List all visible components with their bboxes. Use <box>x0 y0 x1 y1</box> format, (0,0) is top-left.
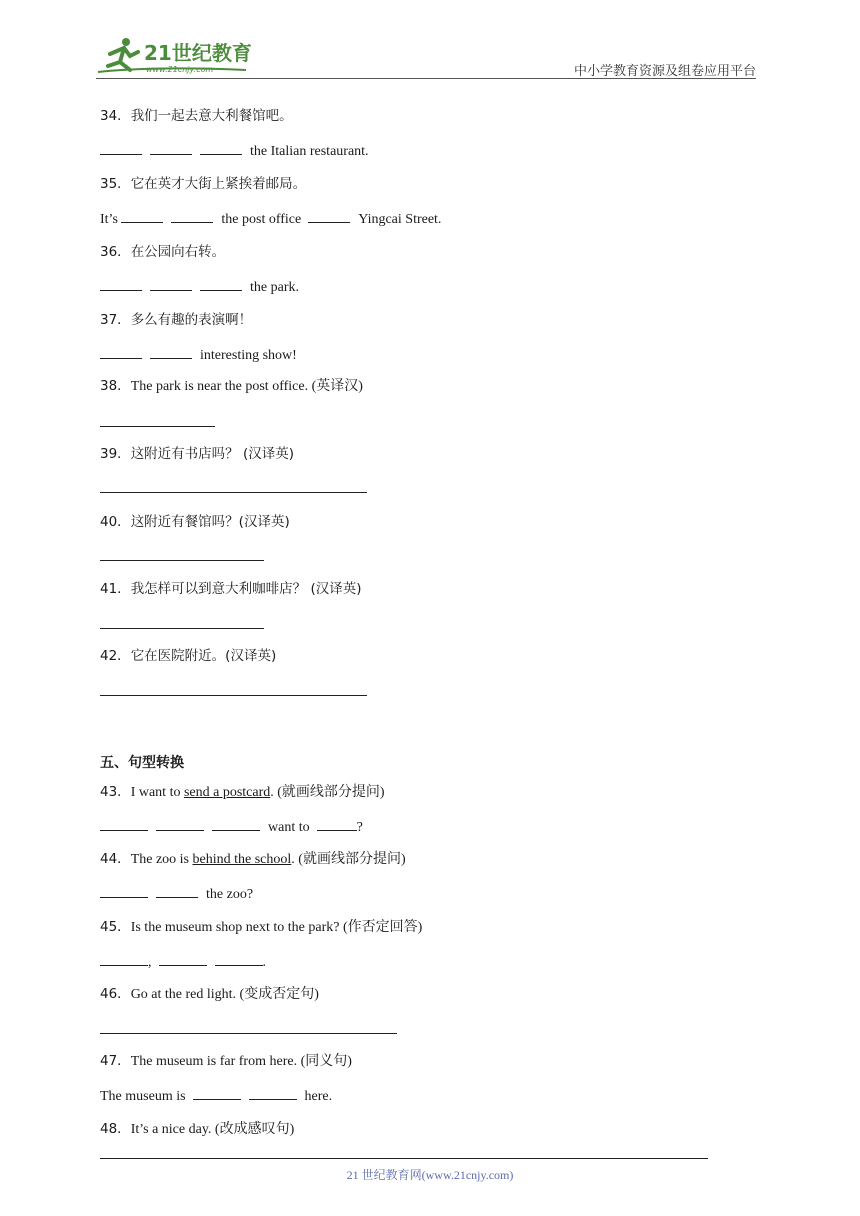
answer-36: the park. <box>100 276 299 298</box>
answer-line-41[interactable] <box>100 628 264 629</box>
header-divider <box>96 78 756 79</box>
answer-blank[interactable] <box>156 883 198 898</box>
answer-blank[interactable] <box>249 1085 297 1100</box>
question-38: 38．The park is near the post office. (英译汉) <box>100 378 363 394</box>
answer-blank[interactable] <box>100 140 142 155</box>
site-logo <box>96 36 266 76</box>
answer-43: want to ? <box>100 816 363 838</box>
question-40: 40．这附近有餐馆吗？(汉译英) <box>100 514 290 530</box>
svg-text:21世纪教育: 21世纪教育 <box>144 41 252 65</box>
answer-blank[interactable] <box>150 276 192 291</box>
answer-blank[interactable] <box>150 140 192 155</box>
question-48: 48．It’s a nice day. (改成感叹句) <box>100 1121 295 1137</box>
answer-blank[interactable] <box>150 344 192 359</box>
answer-blank[interactable] <box>193 1085 241 1100</box>
question-43: 43．I want to send a postcard. (就画线部分提问) <box>100 784 385 800</box>
answer-line-40[interactable] <box>100 560 264 561</box>
answer-line-39[interactable] <box>100 492 367 493</box>
answer-blank[interactable] <box>100 344 142 359</box>
question-39: 39．这附近有书店吗？ (汉译英) <box>100 446 295 462</box>
answer-blank[interactable] <box>171 208 213 223</box>
question-44: 44．The zoo is behind the school. (就画线部分提问) <box>100 851 406 867</box>
answer-blank[interactable] <box>215 951 263 966</box>
answer-blank[interactable] <box>100 883 148 898</box>
page-footer[interactable]: 21 世纪教育网(www.21cnjy.com) <box>346 1168 514 1182</box>
answer-line-46[interactable] <box>100 1033 397 1034</box>
question-35: 35．它在英才大街上紧挨着邮局。 <box>100 176 307 192</box>
answer-35: It’s the post office Yingcai Street. <box>100 208 441 230</box>
section-heading: 五、句型转换 <box>100 755 184 771</box>
answer-blank[interactable] <box>200 276 242 291</box>
answer-blank[interactable] <box>100 276 142 291</box>
answer-line-42[interactable] <box>100 695 367 696</box>
answer-line-38[interactable] <box>100 426 215 427</box>
answer-blank[interactable] <box>156 816 204 831</box>
answer-blank[interactable] <box>212 816 260 831</box>
answer-blank[interactable] <box>308 208 350 223</box>
page-header <box>0 0 860 90</box>
answer-44: the zoo? <box>100 883 253 905</box>
answer-blank[interactable] <box>100 951 148 966</box>
answer-blank[interactable] <box>100 816 148 831</box>
answer-34: the Italian restaurant. <box>100 140 369 162</box>
question-41: 41．我怎样可以到意大利咖啡店？ (汉译英) <box>100 581 362 597</box>
answer-blank[interactable] <box>200 140 242 155</box>
answer-47: The museum is here. <box>100 1085 332 1107</box>
answer-blank[interactable] <box>121 208 163 223</box>
header-tagline: 中小学教育资源及组卷应用平台 <box>573 64 756 79</box>
answer-blank[interactable] <box>317 816 357 831</box>
question-45: 45．Is the museum shop next to the park? (作否定回答) <box>100 919 423 935</box>
answer-37: interesting show! <box>100 344 297 366</box>
answer-45: , . <box>100 951 266 973</box>
answer-blank[interactable] <box>159 951 207 966</box>
question-34: 34．我们一起去意大利餐馆吧。 <box>100 108 293 124</box>
question-46: 46．Go at the red light. (变成否定句) <box>100 986 319 1002</box>
question-47: 47．The museum is far from here. (同义句) <box>100 1053 352 1069</box>
footer-divider <box>100 1158 708 1159</box>
svg-text:www.21cnjy.com: www.21cnjy.com <box>146 65 214 74</box>
question-37: 37．多么有趣的表演啊！ <box>100 312 253 328</box>
question-42: 42．它在医院附近。(汉译英) <box>100 648 277 664</box>
question-36: 36．在公园向右转。 <box>100 244 226 260</box>
